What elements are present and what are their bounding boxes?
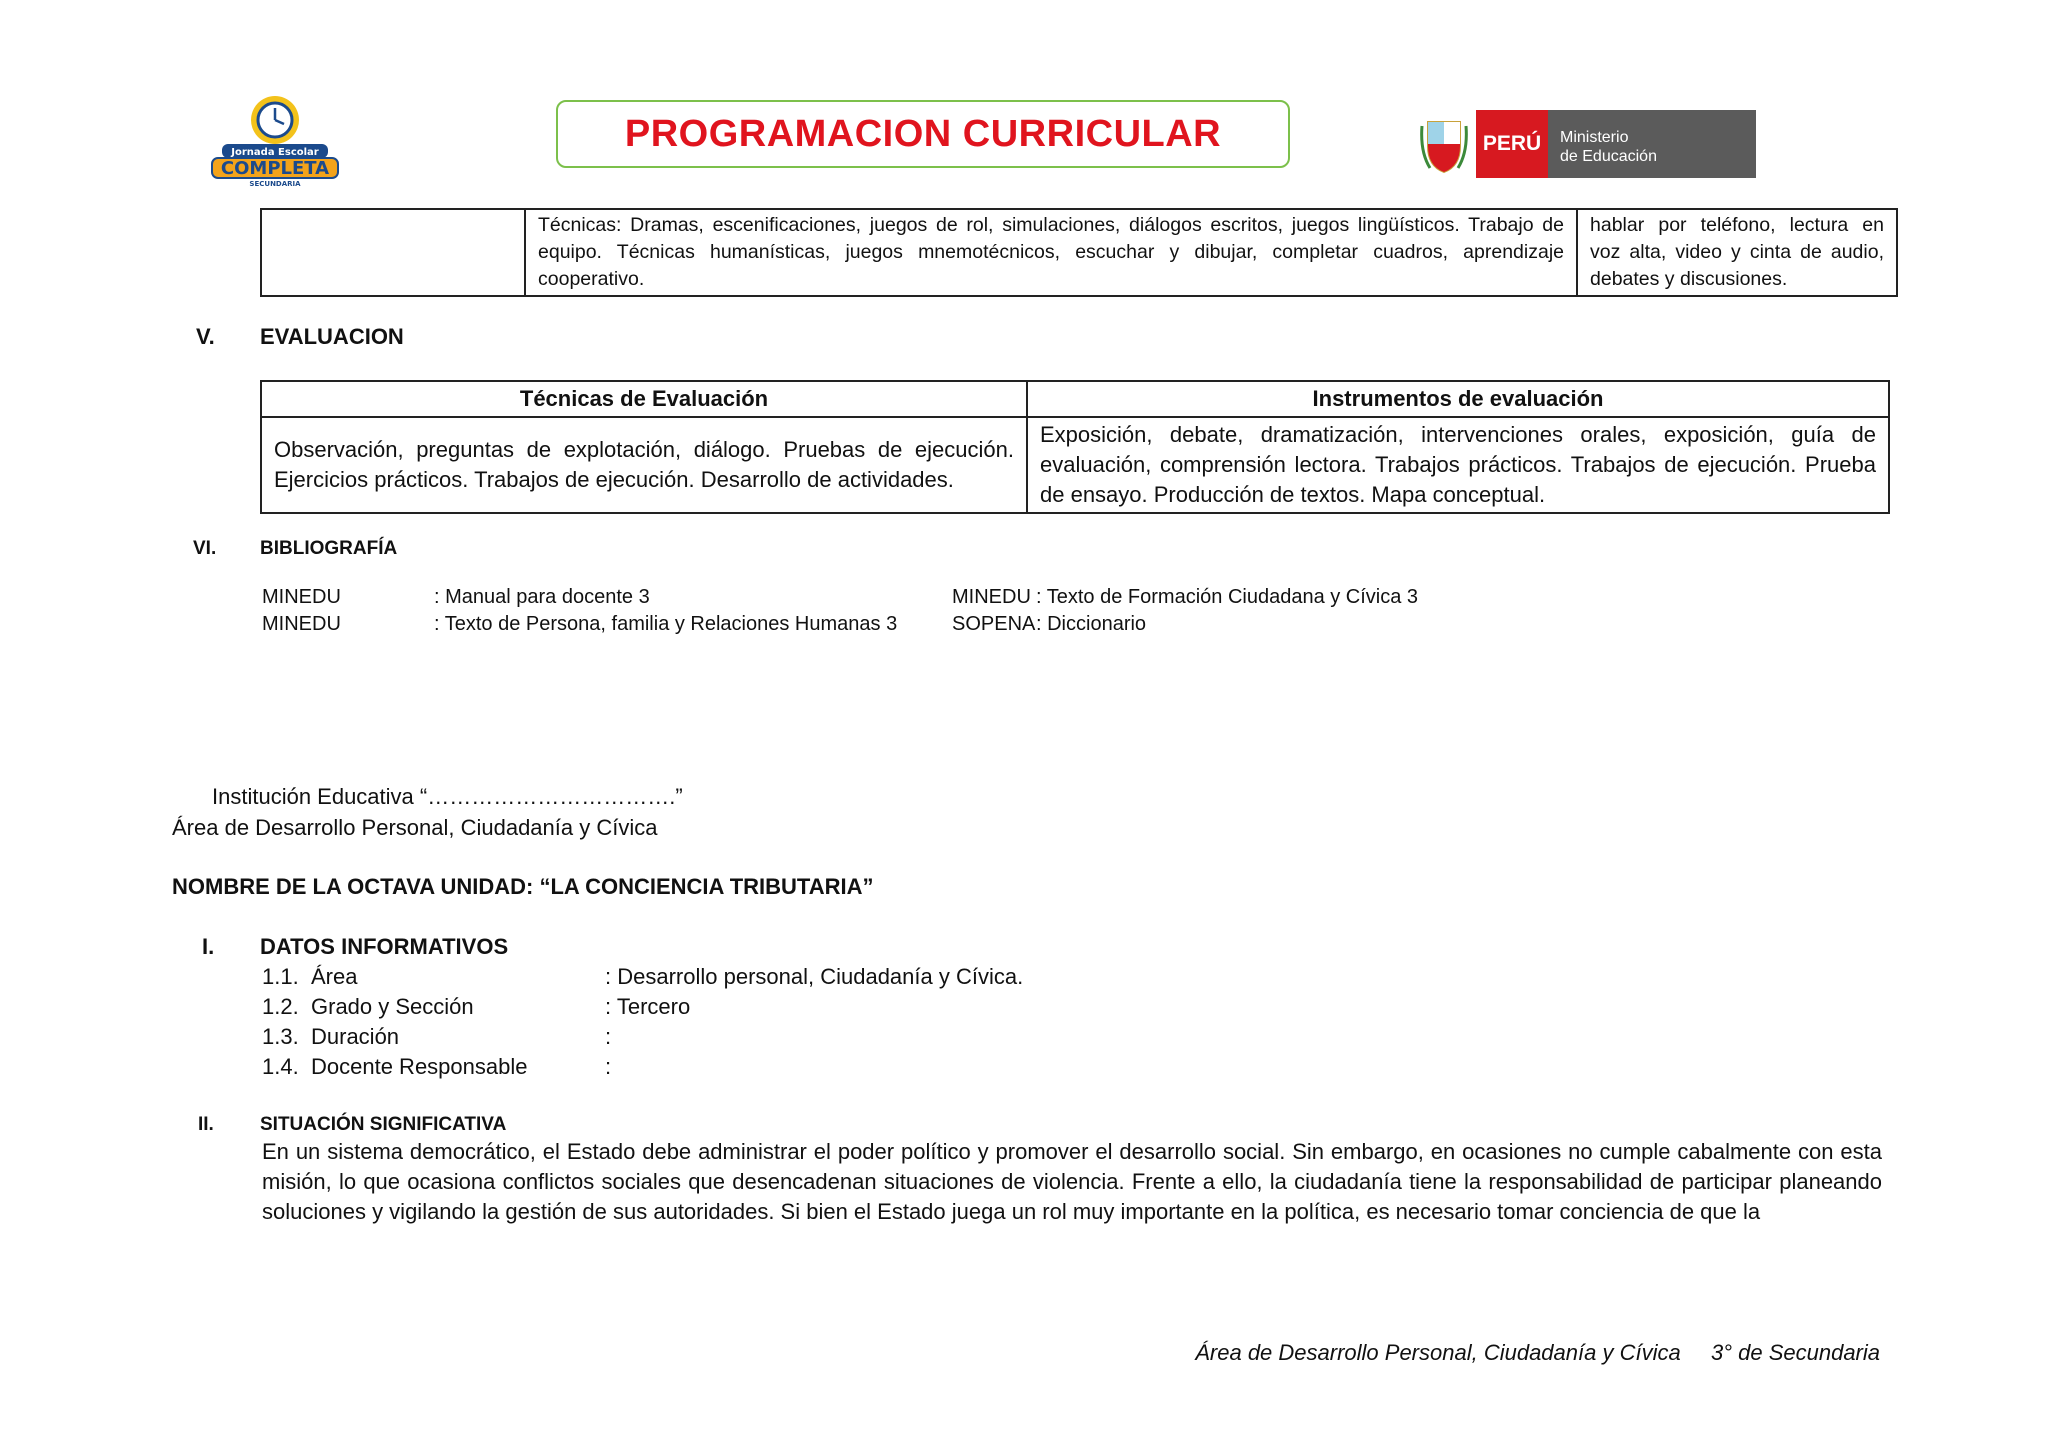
page-title-box bbox=[556, 100, 1290, 168]
table-cell-techniques: Observación, preguntas de explotación, diálogo. Pruebas de ejecución. Ejercicios prácticos. Trabajos de ejecución. Desarrollo de actividades. bbox=[261, 417, 1027, 513]
section-ii-title: SITUACIÓN SIGNIFICATIVA bbox=[260, 1114, 507, 1135]
footer-grade: 3° de Secundaria bbox=[1710, 1340, 1880, 1365]
info-item-label: Docente Responsable bbox=[311, 1054, 528, 1079]
section-vi-title: BIBLIOGRAFÍA bbox=[260, 538, 398, 559]
institution-area: Área de Desarrollo Personal, Ciudadanía y Cívica bbox=[172, 815, 658, 840]
info-item-number: 1.2. bbox=[262, 994, 299, 1019]
info-item-value: : bbox=[605, 1054, 612, 1079]
section-ii-number: II. bbox=[198, 1114, 214, 1135]
section-v-number: V. bbox=[196, 324, 215, 349]
peru-coat-of-arms-icon bbox=[1418, 112, 1470, 176]
table-header-row bbox=[261, 381, 1889, 417]
unit-title: NOMBRE DE LA OCTAVA UNIDAD: “LA CONCIENCIA TRIBUTARIA” bbox=[172, 874, 874, 899]
table-cell-activities: hablar por teléfono, lectura en voz alta, video y cinta de audio, debates y discusiones. bbox=[1577, 209, 1897, 296]
section-i-title: DATOS INFORMATIVOS bbox=[260, 934, 509, 959]
strategies-table bbox=[260, 208, 1898, 297]
jornada-escolar-completa-logo bbox=[200, 88, 350, 188]
table-cell-techniques: Técnicas: Dramas, escenificaciones, juegos de rol, simulaciones, diálogos escritos, juegos lingüísticos. Trabajo de equipo. Técnicas humanísticas, juegos mnemotécnicos, escuchar y dibujar, completar cuadros, aprendizaje cooperativo. bbox=[525, 209, 1577, 296]
section-vi-number: VI. bbox=[193, 538, 217, 559]
info-item-number: 1.4. bbox=[262, 1054, 299, 1079]
peru-label: PERÚ bbox=[1476, 110, 1548, 178]
logo-text-completa: COMPLETA bbox=[220, 158, 330, 179]
table-cell-instruments: Exposición, debate, dramatización, intervenciones orales, exposición, guía de evaluación, comprensión lectora. Trabajos prácticos. Trabajos de ejecución. Prueba de ensayo. Producción de textos. Mapa conceptual. bbox=[1027, 417, 1889, 513]
ministry-label bbox=[1548, 110, 1756, 178]
info-item-number: 1.1. bbox=[262, 964, 299, 989]
info-item-number: 1.3. bbox=[262, 1024, 299, 1049]
bibliography-title: : Manual para docente 3 bbox=[434, 586, 650, 608]
page-title: PROGRAMACION CURRICULAR bbox=[624, 112, 1222, 155]
info-item-value: : bbox=[605, 1024, 612, 1049]
table-header-instruments: Instrumentos de evaluación bbox=[1027, 381, 1889, 417]
section-v-title: EVALUACION bbox=[260, 324, 404, 349]
table-header-techniques: Técnicas de Evaluación bbox=[261, 381, 1027, 417]
bibliography-source: MINEDU bbox=[952, 586, 1031, 608]
logo-text-secundaria: SECUNDARIA bbox=[249, 180, 301, 188]
bibliography-source: MINEDU bbox=[262, 613, 341, 635]
bibliography-source: MINEDU bbox=[262, 586, 341, 608]
logo-text-jornada: Jornada Escolar bbox=[231, 147, 319, 158]
info-item-label: Área bbox=[311, 964, 358, 989]
info-item-label: Grado y Sección bbox=[311, 994, 474, 1019]
situation-paragraph: En un sistema democrático, el Estado debe administrar el poder político y promover el desarrollo social. Sin embargo, en ocasiones no cumple cabalmente con esta misión, lo que ocasiona conflictos sociales que desencadenan situaciones de violencia. Frente a ello, la ciudadanía tiene la responsabilidad de participar planeando soluciones y vigilando la gestión de sus autoridades. Si bien el Estado juega un rol muy importante en la política, es necesario tomar conciencia de que la bbox=[262, 1139, 1882, 1224]
footer bbox=[1190, 1340, 1880, 1366]
bibliography-title: : Texto de Persona, familia y Relaciones Humanas 3 bbox=[434, 613, 898, 635]
ministry-label-line-2: de Educación bbox=[1560, 148, 1657, 165]
evaluation-table bbox=[260, 380, 1890, 514]
bibliography-source: SOPENA bbox=[952, 613, 1036, 635]
info-item-label: Duración bbox=[311, 1024, 400, 1049]
info-item-value: : Tercero bbox=[605, 994, 691, 1019]
institution-name: Institución Educativa “…………………………….” bbox=[212, 784, 683, 809]
bibliography-title: : Diccionario bbox=[1036, 613, 1147, 635]
table-row bbox=[261, 417, 1889, 513]
ministry-label-line-1: Ministerio bbox=[1560, 129, 1629, 146]
section-i-number: I. bbox=[202, 934, 215, 959]
info-item-value: : Desarrollo personal, Ciudadanía y Cívica. bbox=[605, 964, 1024, 989]
footer-area: Área de Desarrollo Personal, Ciudadanía y Cívica bbox=[1195, 1340, 1681, 1365]
table-cell-empty bbox=[261, 209, 525, 296]
bibliography-title: : Texto de Formación Ciudadana y Cívica 3 bbox=[1036, 586, 1419, 608]
ministerio-educacion-logo bbox=[1418, 108, 1756, 180]
table-row bbox=[261, 209, 1897, 296]
